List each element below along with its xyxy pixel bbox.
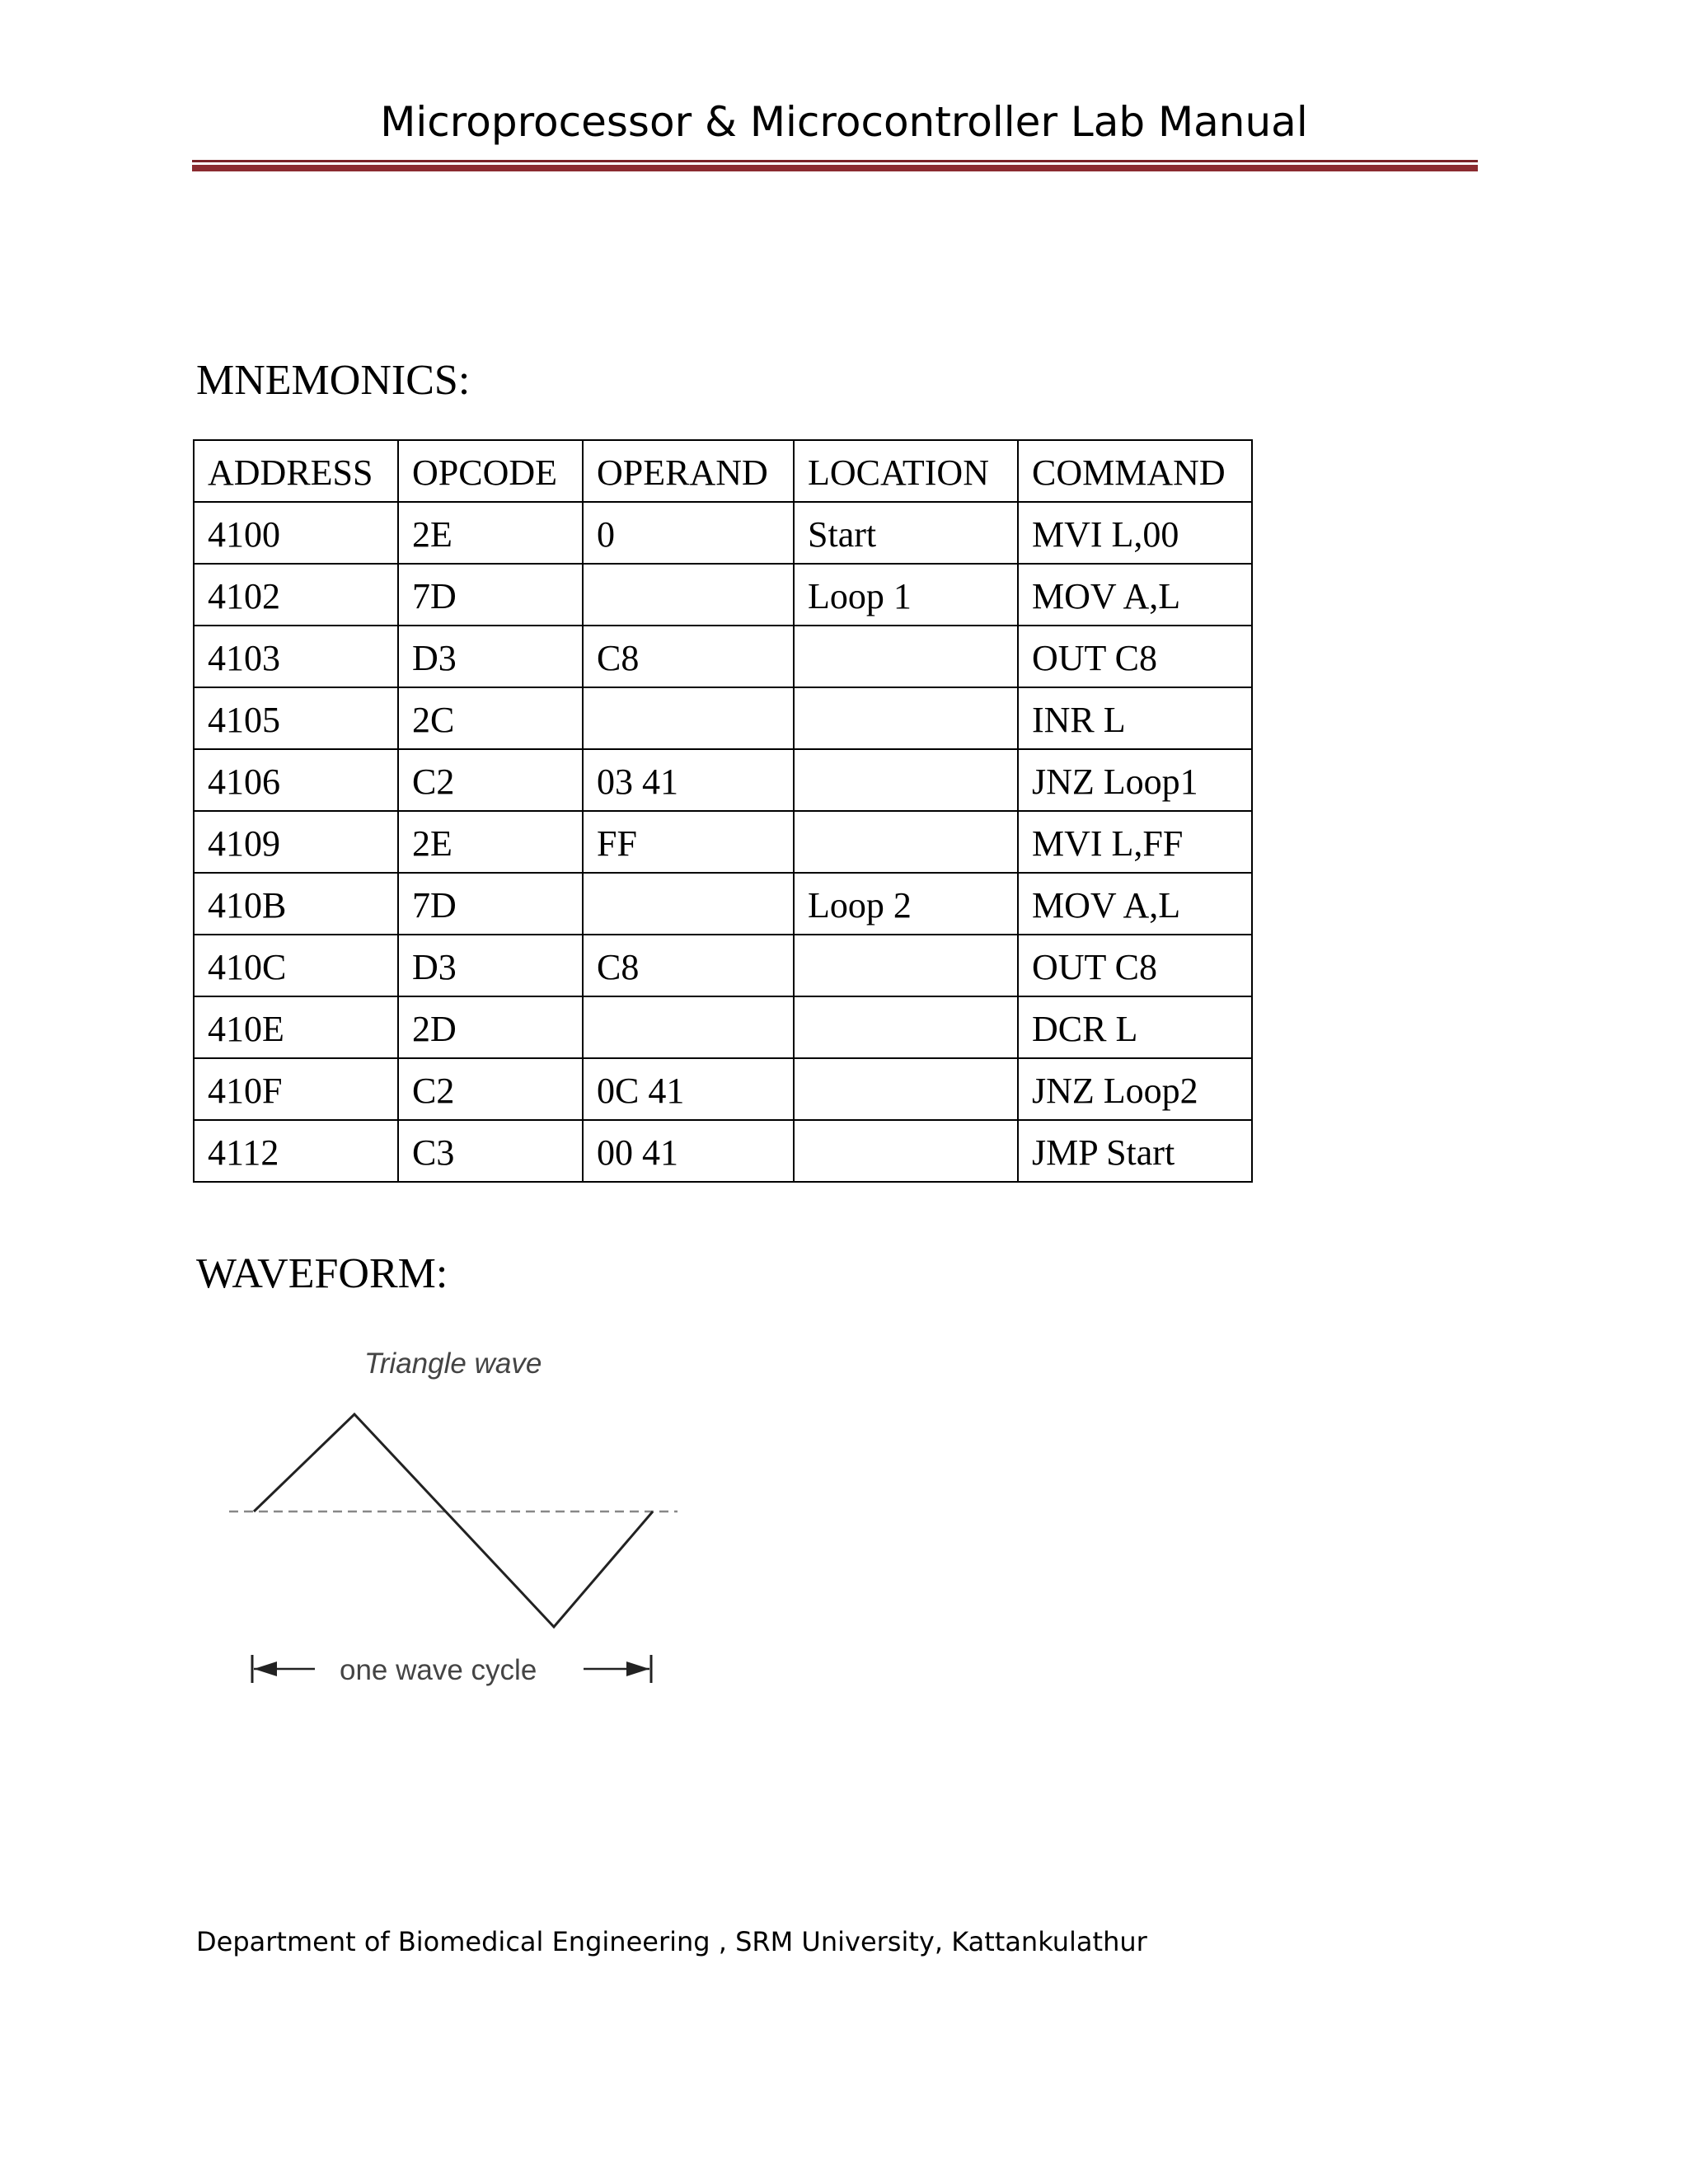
cell-command: OUT C8 — [1018, 626, 1252, 687]
cell-command: MVI L,FF — [1018, 811, 1252, 873]
table-row — [194, 502, 1252, 564]
cell-address: 4112 — [194, 1120, 398, 1182]
cell-command: MOV A,L — [1018, 564, 1252, 626]
cell-operand — [583, 564, 794, 626]
table-header-row — [194, 440, 1252, 502]
cell-address: 410E — [194, 996, 398, 1058]
cell-address: 410C — [194, 935, 398, 996]
cell-operand: 03 41 — [583, 749, 794, 811]
cell-operand: 0C 41 — [583, 1058, 794, 1120]
table-row — [194, 687, 1252, 749]
cell-command: OUT C8 — [1018, 935, 1252, 996]
column-header-address: ADDRESS — [194, 440, 398, 502]
table-row — [194, 811, 1252, 873]
column-header-operand: OPERAND — [583, 440, 794, 502]
cell-command: JMP Start — [1018, 1120, 1252, 1182]
table-row — [194, 1120, 1252, 1182]
cell-opcode: 7D — [398, 564, 583, 626]
table-row — [194, 935, 1252, 996]
cell-operand: C8 — [583, 626, 794, 687]
mnemonics-table — [193, 439, 1253, 1183]
cell-command: DCR L — [1018, 996, 1252, 1058]
triangle-wave-figure — [223, 1335, 701, 1698]
cell-command: INR L — [1018, 687, 1252, 749]
cell-command: MVI L,00 — [1018, 502, 1252, 564]
cell-location: Start — [794, 502, 1018, 564]
cell-command: MOV A,L — [1018, 873, 1252, 935]
cell-operand: 0 — [583, 502, 794, 564]
cell-location — [794, 687, 1018, 749]
cycle-left-arrowhead — [254, 1661, 277, 1676]
cell-location — [794, 996, 1018, 1058]
table-row — [194, 626, 1252, 687]
cell-operand — [583, 687, 794, 749]
cell-address: 4103 — [194, 626, 398, 687]
cell-opcode: D3 — [398, 626, 583, 687]
cell-opcode: C2 — [398, 1058, 583, 1120]
cell-opcode: 7D — [398, 873, 583, 935]
cell-address: 4100 — [194, 502, 398, 564]
cell-address: 410B — [194, 873, 398, 935]
mnemonics-table-body — [194, 502, 1252, 1182]
cell-address: 410F — [194, 1058, 398, 1120]
column-header-location: LOCATION — [794, 440, 1018, 502]
cell-location — [794, 749, 1018, 811]
cell-opcode: 2E — [398, 811, 583, 873]
column-header-command: COMMAND — [1018, 440, 1252, 502]
cell-opcode: C3 — [398, 1120, 583, 1182]
cell-location: Loop 2 — [794, 873, 1018, 935]
cell-address: 4105 — [194, 687, 398, 749]
table-row — [194, 1058, 1252, 1120]
cell-opcode: 2C — [398, 687, 583, 749]
header-divider-thin — [192, 160, 1478, 162]
cell-location — [794, 626, 1018, 687]
cycle-label: one wave cycle — [340, 1654, 537, 1686]
cell-operand — [583, 873, 794, 935]
table-row — [194, 873, 1252, 935]
waveform-heading: WAVEFORM: — [196, 1250, 448, 1297]
cell-location: Loop 1 — [794, 564, 1018, 626]
cell-location — [794, 1120, 1018, 1182]
page-header-title: Microprocessor & Microcontroller Lab Manual — [380, 98, 1308, 146]
cell-address: 4102 — [194, 564, 398, 626]
cell-opcode: C2 — [398, 749, 583, 811]
cell-opcode: D3 — [398, 935, 583, 996]
table-row — [194, 564, 1252, 626]
mnemonics-heading: MNEMONICS: — [196, 357, 471, 404]
cell-location — [794, 811, 1018, 873]
cell-address: 4109 — [194, 811, 398, 873]
cell-address: 4106 — [194, 749, 398, 811]
triangle-wave-line — [254, 1414, 653, 1627]
cell-command: JNZ Loop1 — [1018, 749, 1252, 811]
cycle-right-arrowhead — [626, 1661, 649, 1676]
cell-opcode: 2E — [398, 502, 583, 564]
table-row — [194, 996, 1252, 1058]
page-footer: Department of Biomedical Engineering , SRM University, Kattankulathur — [196, 1926, 1147, 1957]
table-row — [194, 749, 1252, 811]
cell-opcode: 2D — [398, 996, 583, 1058]
header-divider — [192, 160, 1478, 171]
cell-operand — [583, 996, 794, 1058]
cell-operand: C8 — [583, 935, 794, 996]
cell-operand: 00 41 — [583, 1120, 794, 1182]
cell-command: JNZ Loop2 — [1018, 1058, 1252, 1120]
waveform-figure-title: Triangle wave — [364, 1347, 542, 1380]
cell-location — [794, 935, 1018, 996]
header-divider-thick — [192, 165, 1478, 171]
cell-operand: FF — [583, 811, 794, 873]
cell-location — [794, 1058, 1018, 1120]
column-header-opcode: OPCODE — [398, 440, 583, 502]
